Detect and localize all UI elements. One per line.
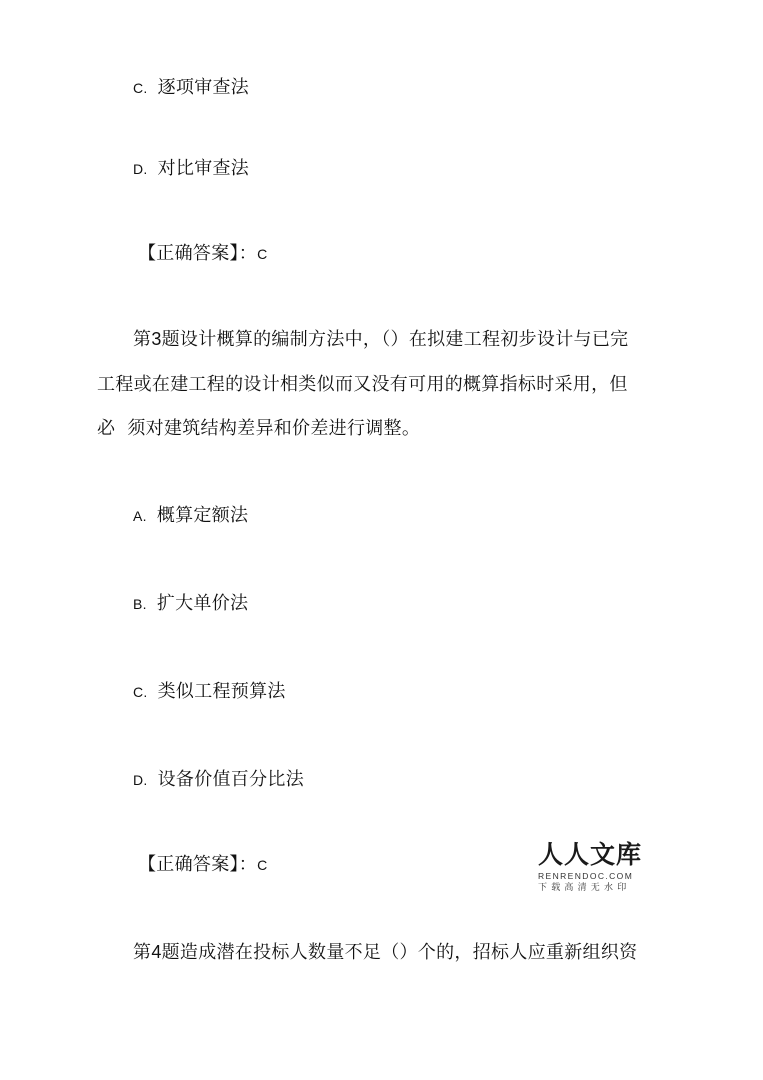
watermark-title: 人人文库: [538, 840, 643, 869]
option-letter: D.: [133, 161, 148, 177]
option-letter: C.: [133, 684, 148, 700]
answer-value: C: [257, 246, 268, 262]
option-text: 类似工程预算法: [157, 681, 286, 702]
renrendoc-watermark-logo: [532, 840, 672, 900]
question-number-prefix: 第: [133, 942, 152, 963]
q2-option-d: [133, 157, 249, 181]
question-stem-text: 题设计概算的编制方法中，（）在拟建工程初步设计与已完: [161, 329, 629, 350]
watermark-slogan: 下载高清无水印: [538, 883, 631, 893]
q2-option-c: [133, 76, 249, 100]
q3-option-b: [133, 592, 248, 616]
option-text: 设备价值百分比法: [157, 769, 305, 790]
option-letter: C.: [133, 80, 148, 96]
q3-option-a: [133, 504, 248, 528]
q4-stem-line-1: [133, 940, 637, 965]
option-text: 概算定额法: [156, 505, 249, 526]
watermark-domain: RENRENDOC.COM: [538, 871, 634, 881]
q3-answer: [138, 853, 268, 877]
answer-label: 【正确答案】：: [138, 854, 258, 875]
option-text: 对比审查法: [157, 158, 250, 179]
option-text: 扩大单价法: [156, 593, 249, 614]
q3-option-d: [133, 768, 304, 792]
q2-answer: [138, 242, 268, 266]
q3-stem-line-2: 工程或在建工程的设计相类似而又没有可用的概算指标时采用，但: [97, 374, 628, 395]
q3-stem-line-3: 必 须对建筑结构差异和价差进行调整。: [97, 418, 421, 439]
q3-option-c: [133, 680, 286, 704]
option-text: 逐项审查法: [157, 77, 250, 98]
option-letter: D.: [133, 772, 148, 788]
answer-value: C: [257, 857, 268, 873]
q3-stem-line-1: [133, 327, 628, 352]
question-stem-text: 题造成潜在投标人数量不足（）个的，招标人应重新组织资: [161, 942, 638, 963]
option-letter: B.: [133, 596, 147, 612]
option-letter: A.: [133, 508, 147, 524]
question-number: 4: [151, 942, 162, 962]
question-number: 3: [151, 329, 162, 349]
question-number-prefix: 第: [133, 329, 152, 350]
answer-label: 【正确答案】：: [138, 243, 258, 264]
